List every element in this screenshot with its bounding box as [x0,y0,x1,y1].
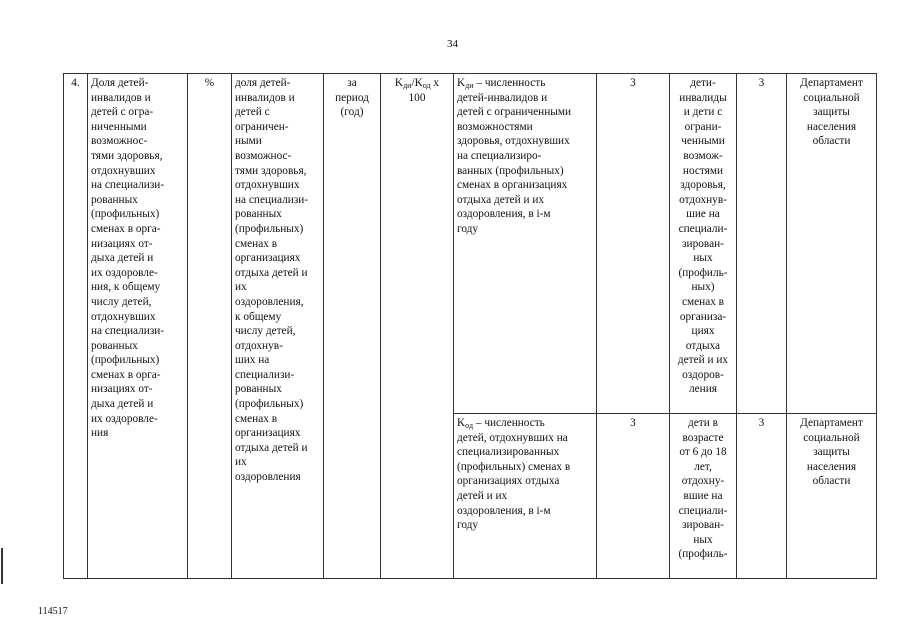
calculation-formula: $K_{ди}/K_{од}$ x 100 [381,74,454,579]
responsible-body: Департамент социальной защиты населения области [787,414,877,579]
page-number: 34 [447,38,458,50]
unit-of-measure: % [188,74,232,579]
indicator-definition: доля детей- инвалидов и детей с ограничен- ными возможнос- тями здоровья, отдохнувших на специализи- рованных (профильных) сменах в организациях отдыха детей и их оздоровления, к общему числу детей, отдохнув- ших на специализи- рованных (профильных) сменах в организациях отдыха детей и их оздоровления [232,74,324,579]
collection-method: 3 [597,74,670,414]
row-number: 4. [64,74,88,579]
collection-method: 3 [597,414,670,579]
responsible-body: Департамент социальной защиты населения области [787,74,877,414]
component-description: $K_{од}$ – численность детей, отдохнувших на специализированных (профильных) сменах в организациях отдыха детей и их оздоровления, в i-м году [454,414,597,579]
indicator-table [63,73,877,579]
table-row-upper [64,74,877,414]
scan-edge-mark [1,548,3,584]
component-description: $K_{ди}$ – численность детей-инвалидов и детей с ограниченными возможностями здоровья, отдохнувших на специализиро- ванных (профильных) сменах в организациях отдыха детей и их оздоровления, в i-м году [454,74,597,414]
observation-object: дети в возрасте от 6 до 18 лет, отдохну- вшие на специали- зирован- ных (профиль- [670,414,737,579]
coverage-code: 3 [737,414,787,579]
calculation-period: за период (год) [324,74,381,579]
observation-object: дети- инвалиды и дети с ограни- ченными возмож- ностями здоровья, отдохнув- шие на специали- зирован- ных (профиль- ных) сменах в организа- циях отдыха детей и их оздоров- ления [670,74,737,414]
coverage-code: 3 [737,74,787,414]
document-code: 114517 [38,606,68,617]
indicator-name: Доля детей- инвалидов и детей с огра- ниченными возможнос- тями здоровья, отдохнувших на специализи- рованных (профильных) сменах в орга- низациях от- дыха детей и их оздоровле- ния, к общему числу детей, отдохнувших на специализи- рованных (профильных) сменах в орга- низациях от- дыха детей и их оздоровле- ния [88,74,188,579]
